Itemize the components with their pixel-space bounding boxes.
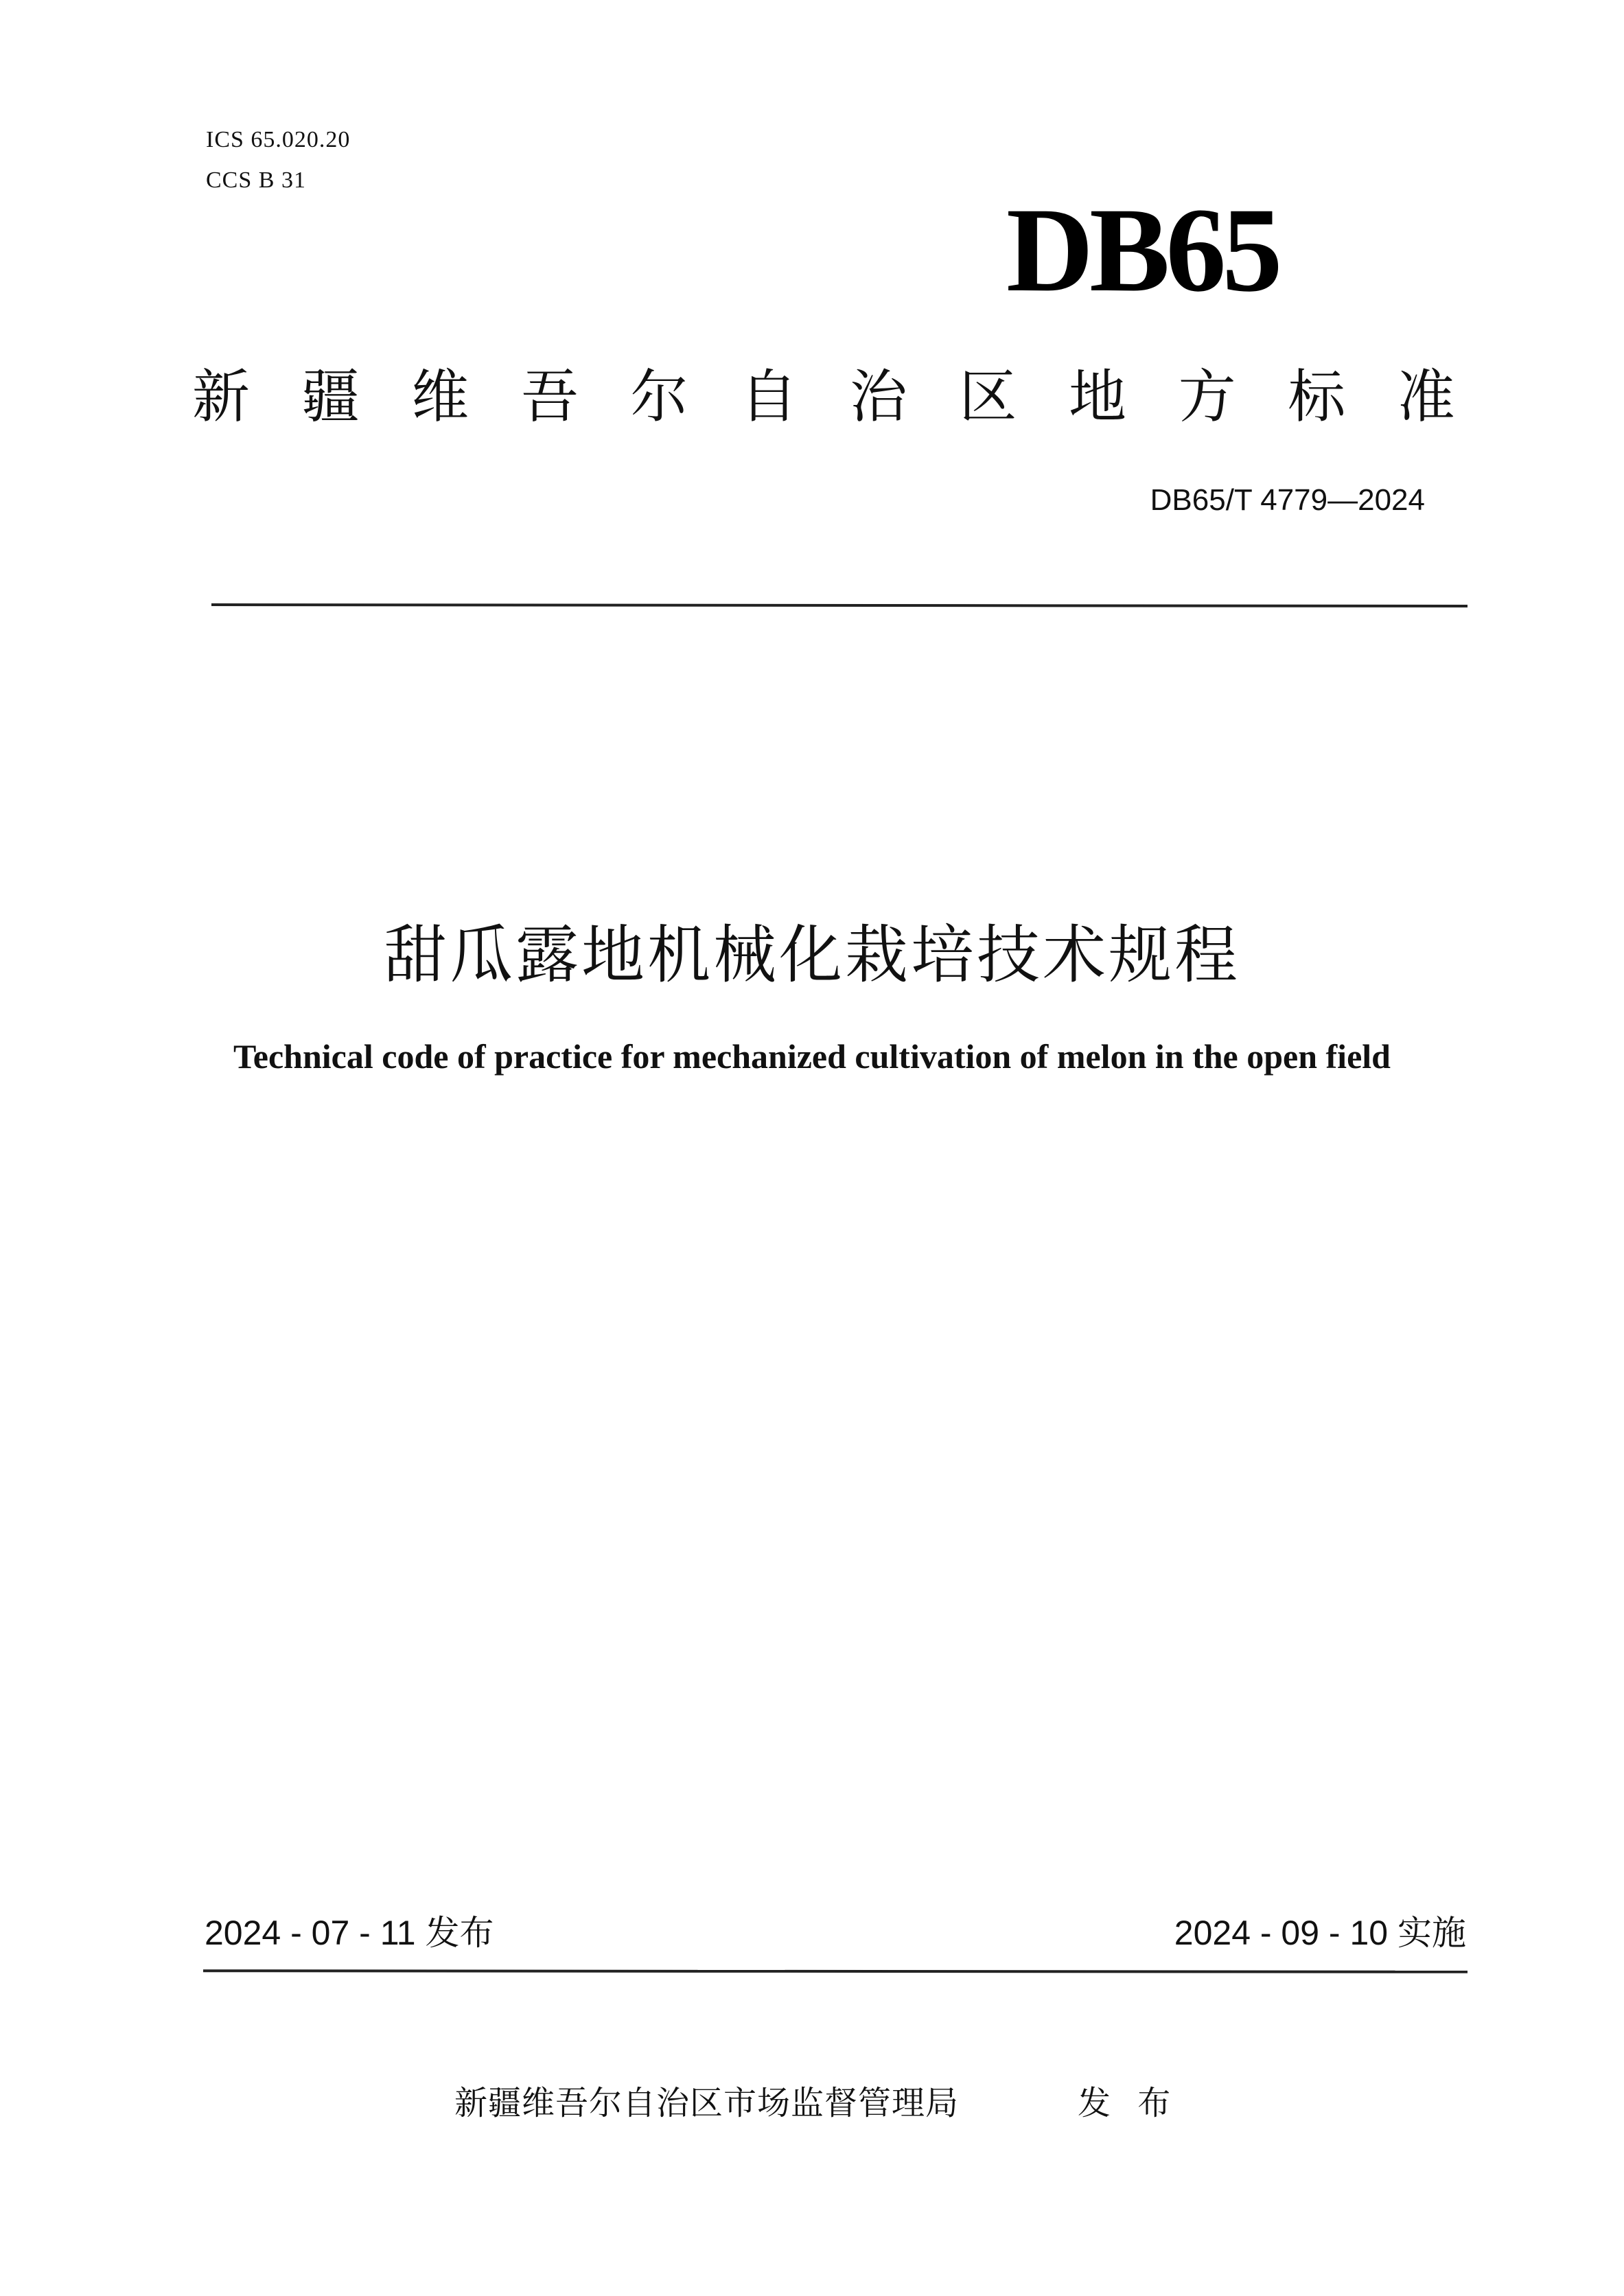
standard-type-char: 新 (192, 363, 251, 430)
top-divider (211, 603, 1468, 607)
standard-type-heading (192, 362, 1455, 431)
standard-type-char: 维 (411, 363, 469, 430)
standard-number: DB65/T 4779—2024 (1150, 483, 1425, 517)
standard-type-char: 地 (1069, 363, 1127, 430)
standard-type-char: 准 (1397, 363, 1455, 430)
standard-type-char: 治 (849, 363, 907, 430)
standard-type-char: 自 (740, 363, 798, 430)
ccs-code: CCS B 31 (206, 167, 306, 193)
ics-code: ICS 65.020.20 (206, 127, 351, 152)
standard-type-char: 吾 (520, 363, 579, 430)
publisher-name: 新疆维吾尔自治区市场监督管理局 (454, 2084, 960, 2122)
title-english: Technical code of practice for mechanized cultivation of melon in the open field (233, 1037, 1391, 1076)
publisher-action: 发 布 (1078, 2084, 1179, 2122)
bottom-divider (203, 1969, 1468, 1973)
title-chinese: 甜瓜露地机械化栽培技术规程 (383, 918, 1240, 992)
standard-type-char: 标 (1288, 363, 1346, 430)
standard-type-char: 方 (1178, 363, 1236, 430)
standard-type-char: 疆 (301, 363, 360, 430)
db65-logo: DB65 (1006, 183, 1279, 317)
standard-type-char: 区 (959, 363, 1017, 430)
standard-type-char: 尔 (630, 363, 688, 430)
implementation-date: 2024 - 09 - 10 实施 (1174, 1914, 1466, 1952)
issue-date: 2024 - 07 - 11 发布 (205, 1914, 494, 1952)
